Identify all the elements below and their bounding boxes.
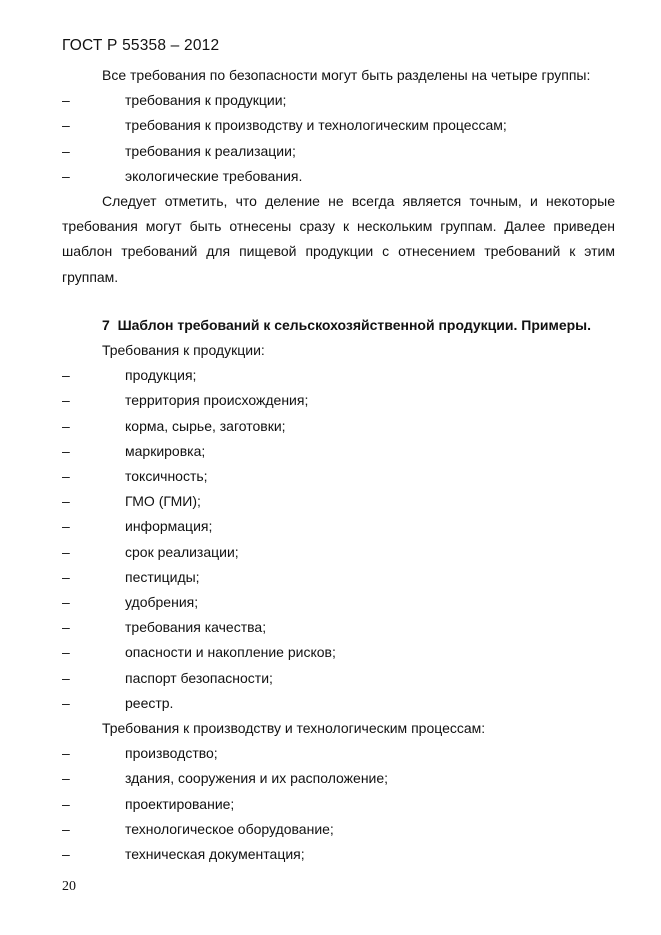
list-item-text: требования к продукции; — [125, 92, 287, 109]
list-dash: – — [62, 493, 70, 510]
list-item — [62, 439, 615, 464]
intro-list — [62, 88, 615, 189]
list-item-text: технологическое оборудование; — [125, 820, 334, 837]
list-item-text: маркировка; — [125, 442, 206, 459]
list-dash: – — [62, 167, 70, 184]
list-dash: – — [62, 367, 70, 384]
list-dash: – — [62, 619, 70, 636]
list-item — [62, 164, 615, 189]
list-item-text: срок реализации; — [125, 543, 239, 560]
list-item — [62, 615, 615, 640]
list-item-text: паспорт безопасности; — [125, 669, 273, 686]
page-body — [62, 63, 615, 867]
list-dash: – — [62, 820, 70, 837]
list-item-text: реестр. — [125, 694, 174, 711]
list-item — [62, 139, 615, 164]
list-dash: – — [62, 392, 70, 409]
list-item — [62, 514, 615, 539]
list-item — [62, 792, 615, 817]
list-item-text: продукция; — [125, 367, 197, 384]
list-item-text: ГМО (ГМИ); — [125, 493, 201, 510]
list-dash: – — [62, 568, 70, 585]
list-dash: – — [62, 770, 70, 787]
products-list — [62, 363, 615, 716]
list-item — [62, 489, 615, 514]
list-dash: – — [62, 644, 70, 661]
list-item — [62, 540, 615, 565]
section-heading — [62, 313, 615, 338]
list-dash: – — [62, 468, 70, 485]
list-item — [62, 414, 615, 439]
list-item — [62, 766, 615, 791]
list-item-text: корма, сырье, заготовки; — [125, 417, 286, 434]
list-dash: – — [62, 518, 70, 535]
list-dash: – — [62, 142, 70, 159]
list-item — [62, 741, 615, 766]
list-item-text: опасности и накопление рисков; — [125, 644, 336, 661]
list-item — [62, 691, 615, 716]
document-header: ГОСТ Р 55358 – 2012 — [62, 37, 220, 54]
list-item-text: пестициды; — [125, 568, 200, 585]
list-dash: – — [62, 543, 70, 560]
products-label: Требования к продукции: — [102, 342, 265, 359]
list-dash: – — [62, 795, 70, 812]
section-number: 7 — [102, 316, 110, 333]
list-item — [62, 388, 615, 413]
list-item — [62, 666, 615, 691]
list-item-text: требования качества; — [125, 619, 267, 636]
intro-lead: Все требования по безопасности могут быть разделены на четыре группы: — [102, 67, 591, 83]
list-item-text: здания, сооружения и их расположение; — [125, 770, 389, 787]
list-dash: – — [62, 442, 70, 459]
list-item — [62, 590, 615, 615]
list-dash: – — [62, 694, 70, 711]
list-item — [62, 363, 615, 388]
list-item — [62, 565, 615, 590]
list-item-text: экологические требования. — [125, 167, 303, 184]
intro-note: Следует отметить, что деление не всегда является точным, и некоторые требования могут быть отнесены сразу к нескольким группам. Далее приведен шаблон требований для пищевой продукции с отнесением требований к этим группам. — [62, 193, 615, 285]
list-item — [62, 640, 615, 665]
list-item — [62, 842, 615, 867]
list-item-text: информация; — [125, 518, 213, 535]
list-dash: – — [62, 846, 70, 863]
list-item-text: требования к производству и технологическим процессам; — [125, 117, 507, 134]
list-dash: – — [62, 669, 70, 686]
list-item-text: производство; — [125, 745, 218, 762]
production-label: Требования к производству и технологическим процессам: — [102, 720, 486, 737]
list-dash: – — [62, 417, 70, 434]
list-item-text: территория происхождения; — [125, 392, 309, 409]
list-item-text: проектирование; — [125, 795, 235, 812]
list-dash: – — [62, 117, 70, 134]
list-item-text: удобрения; — [125, 594, 199, 611]
list-item — [62, 88, 615, 113]
list-dash: – — [62, 594, 70, 611]
page-number: 20 — [62, 879, 76, 894]
list-dash: – — [62, 92, 70, 109]
list-item-text: техническая документация; — [125, 846, 305, 863]
list-item — [62, 113, 615, 138]
production-list — [62, 741, 615, 867]
list-item-text: требования к реализации; — [125, 142, 296, 159]
section-title: Шаблон требований к сельскохозяйственной продукции. Примеры. — [117, 316, 592, 333]
list-item — [62, 464, 615, 489]
list-item — [62, 817, 615, 842]
list-item-text: токсичность; — [125, 468, 208, 485]
list-dash: – — [62, 745, 70, 762]
